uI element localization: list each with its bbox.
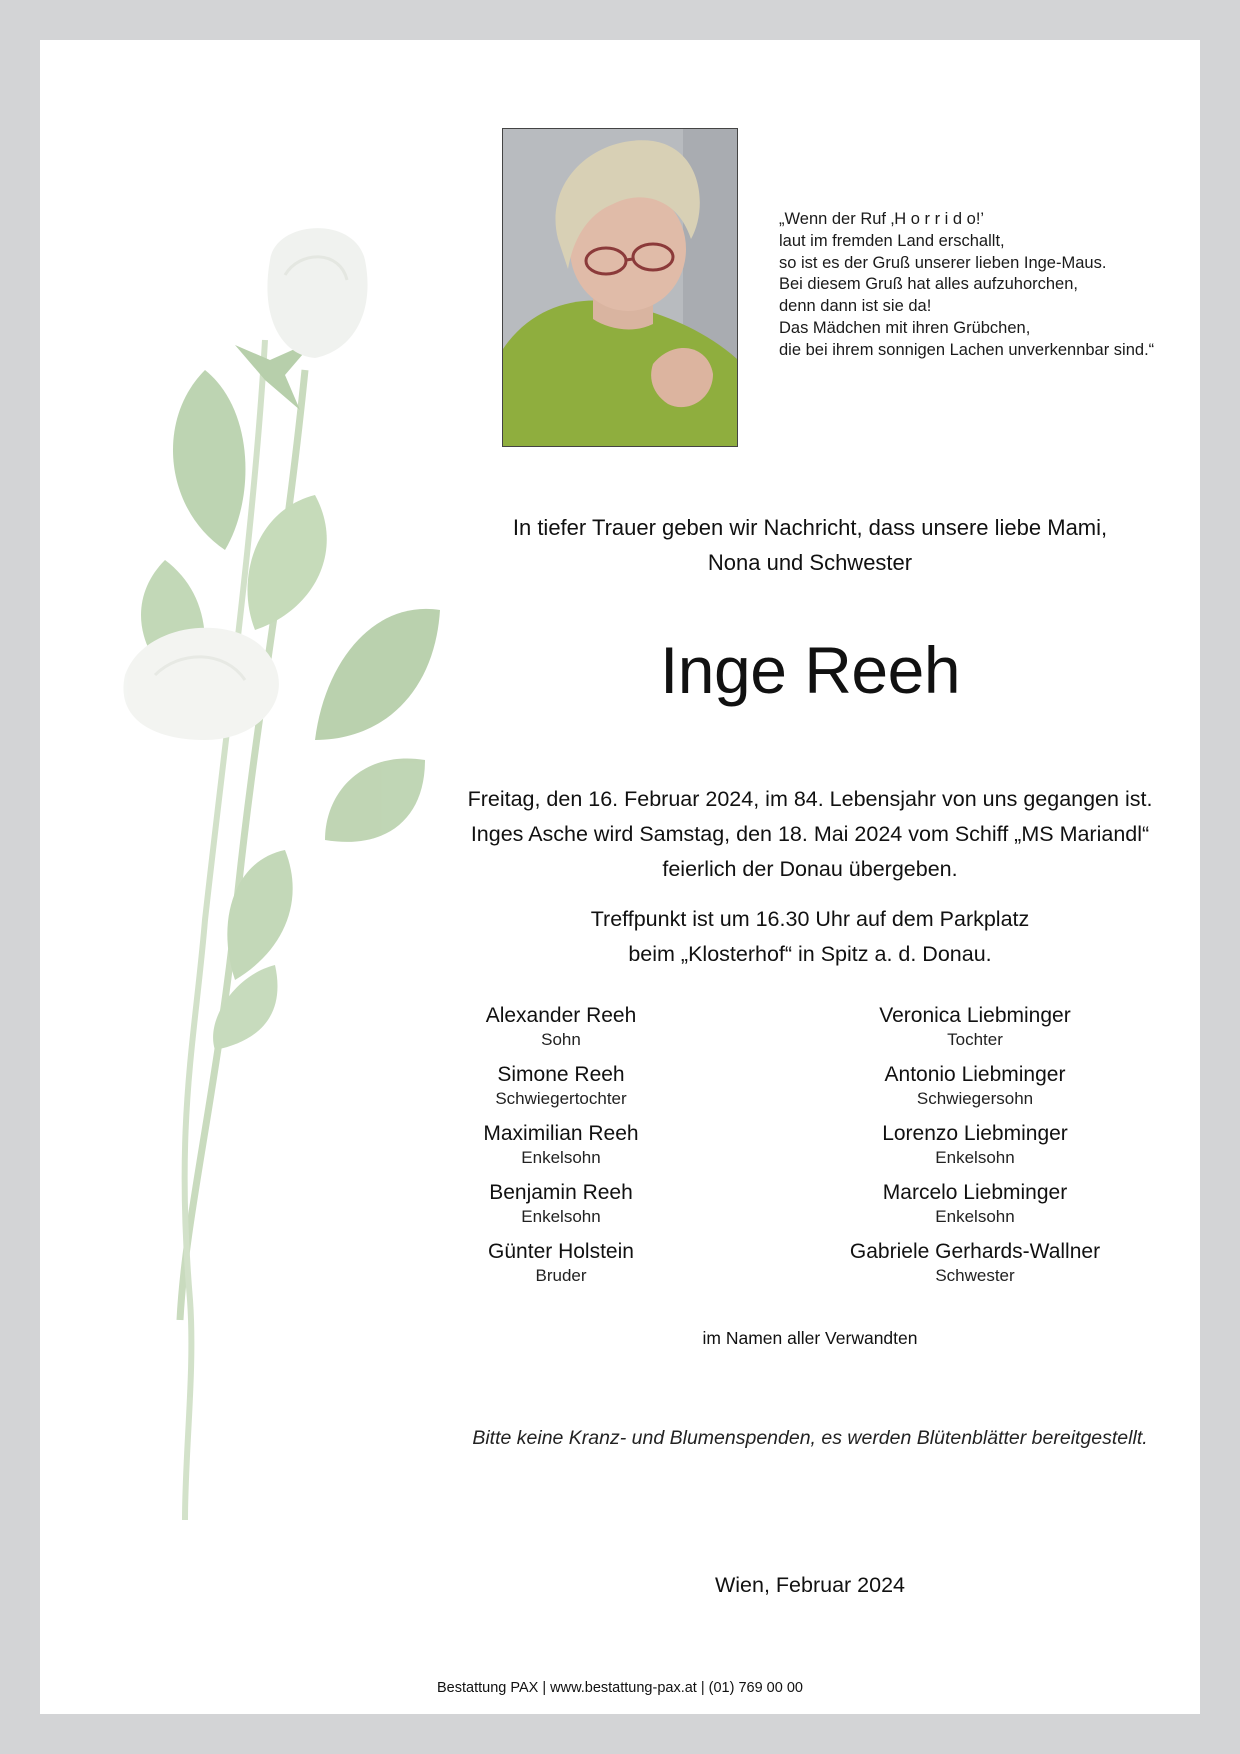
mourner-entry [765, 1121, 1185, 1180]
meeting-line: Treffpunkt ist um 16.30 Uhr auf dem Parkplatz [590, 907, 1030, 931]
on-behalf-line: im Namen aller Verwandten [702, 1328, 918, 1348]
details-line: feierlich der Donau übergeben. [662, 857, 958, 881]
mourner-name: Benjamin Reeh [489, 1181, 633, 1204]
mourner-relation: Enkelsohn [935, 1207, 1015, 1226]
mourner-name: Marcelo Liebminger [882, 1181, 1068, 1204]
mourner-entry [765, 1239, 1185, 1298]
meeting-line: beim „Klosterhof“ in Spitz a. d. Donau. [628, 942, 992, 966]
mourners-left-column [351, 1003, 771, 1298]
mourner-relation: Enkelsohn [935, 1148, 1015, 1167]
mourner-entry [351, 1121, 771, 1180]
deceased-name: Inge Reeh [659, 633, 961, 707]
mourner-relation: Tochter [947, 1030, 1003, 1049]
mourner-name: Alexander Reeh [485, 1004, 637, 1027]
mourner-relation: Schwester [935, 1266, 1015, 1285]
death-details [380, 782, 1240, 887]
mourner-name: Gabriele Gerhards-Wallner [849, 1240, 1101, 1263]
mourner-entry [351, 1239, 771, 1298]
intro-line: In tiefer Trauer geben wir Nachricht, dass unsere liebe Mami, [512, 515, 1108, 540]
mourner-name: Lorenzo Liebminger [882, 1122, 1068, 1145]
donation-note: Bitte keine Kranz- und Blumenspenden, es werden Blütenblätter bereitgestellt. [472, 1427, 1148, 1449]
mourner-relation: Enkelsohn [521, 1207, 601, 1226]
mourner-relation: Bruder [535, 1266, 587, 1285]
obituary-page [40, 40, 1200, 1714]
mourner-name: Simone Reeh [497, 1063, 625, 1086]
quote-line: die bei ihrem sonnigen Lachen unverkennbar sind.“ [779, 340, 1155, 359]
announcement-intro [380, 510, 1240, 580]
quote-line: Das Mädchen mit ihren Grübchen, [779, 318, 1031, 337]
quote-line: denn dann ist sie da! [779, 297, 932, 316]
mourners-right-column [765, 1003, 1185, 1298]
quote-line: Bei diesem Gruß hat alles aufzuhorchen, [779, 275, 1078, 294]
quote-block [779, 209, 1154, 362]
mourner-entry [351, 1003, 771, 1062]
mourner-relation: Sohn [541, 1030, 581, 1049]
mourner-entry [765, 1003, 1185, 1062]
mourner-relation: Schwiegersohn [916, 1089, 1034, 1108]
quote-line: „Wenn der Ruf ‚H o r r i d o!’ [779, 210, 985, 228]
mourner-name: Maximilian Reeh [483, 1122, 639, 1145]
meeting-info [380, 902, 1240, 972]
mourner-entry [765, 1180, 1185, 1239]
intro-line: Nona und Schwester [707, 550, 913, 575]
details-line: Inges Asche wird Samstag, den 18. Mai 2024 vom Schiff „MS Mariandl“ [470, 822, 1150, 846]
mourner-name: Günter Holstein [488, 1240, 634, 1263]
mourner-relation: Schwiegertochter [495, 1089, 627, 1108]
mourner-entry [351, 1180, 771, 1239]
place-date: Wien, Februar 2024 [714, 1573, 905, 1597]
mourner-name: Veronica Liebminger [879, 1004, 1071, 1027]
mourner-entry [765, 1062, 1185, 1121]
quote-line: so ist es der Gruß unserer lieben Inge-Maus. [779, 253, 1107, 272]
mourner-name: Antonio Liebminger [884, 1063, 1066, 1086]
mourner-entry [351, 1062, 771, 1121]
quote-line: laut im fremden Land erschallt, [779, 231, 1005, 250]
portrait-photo [502, 128, 738, 447]
mourner-relation: Enkelsohn [521, 1148, 601, 1167]
funeral-home-footer: Bestattung PAX | www.bestattung-pax.at | (01) 769 00 00 [437, 1680, 803, 1696]
details-line: Freitag, den 16. Februar 2024, im 84. Lebensjahr von uns gegangen ist. [467, 787, 1153, 811]
